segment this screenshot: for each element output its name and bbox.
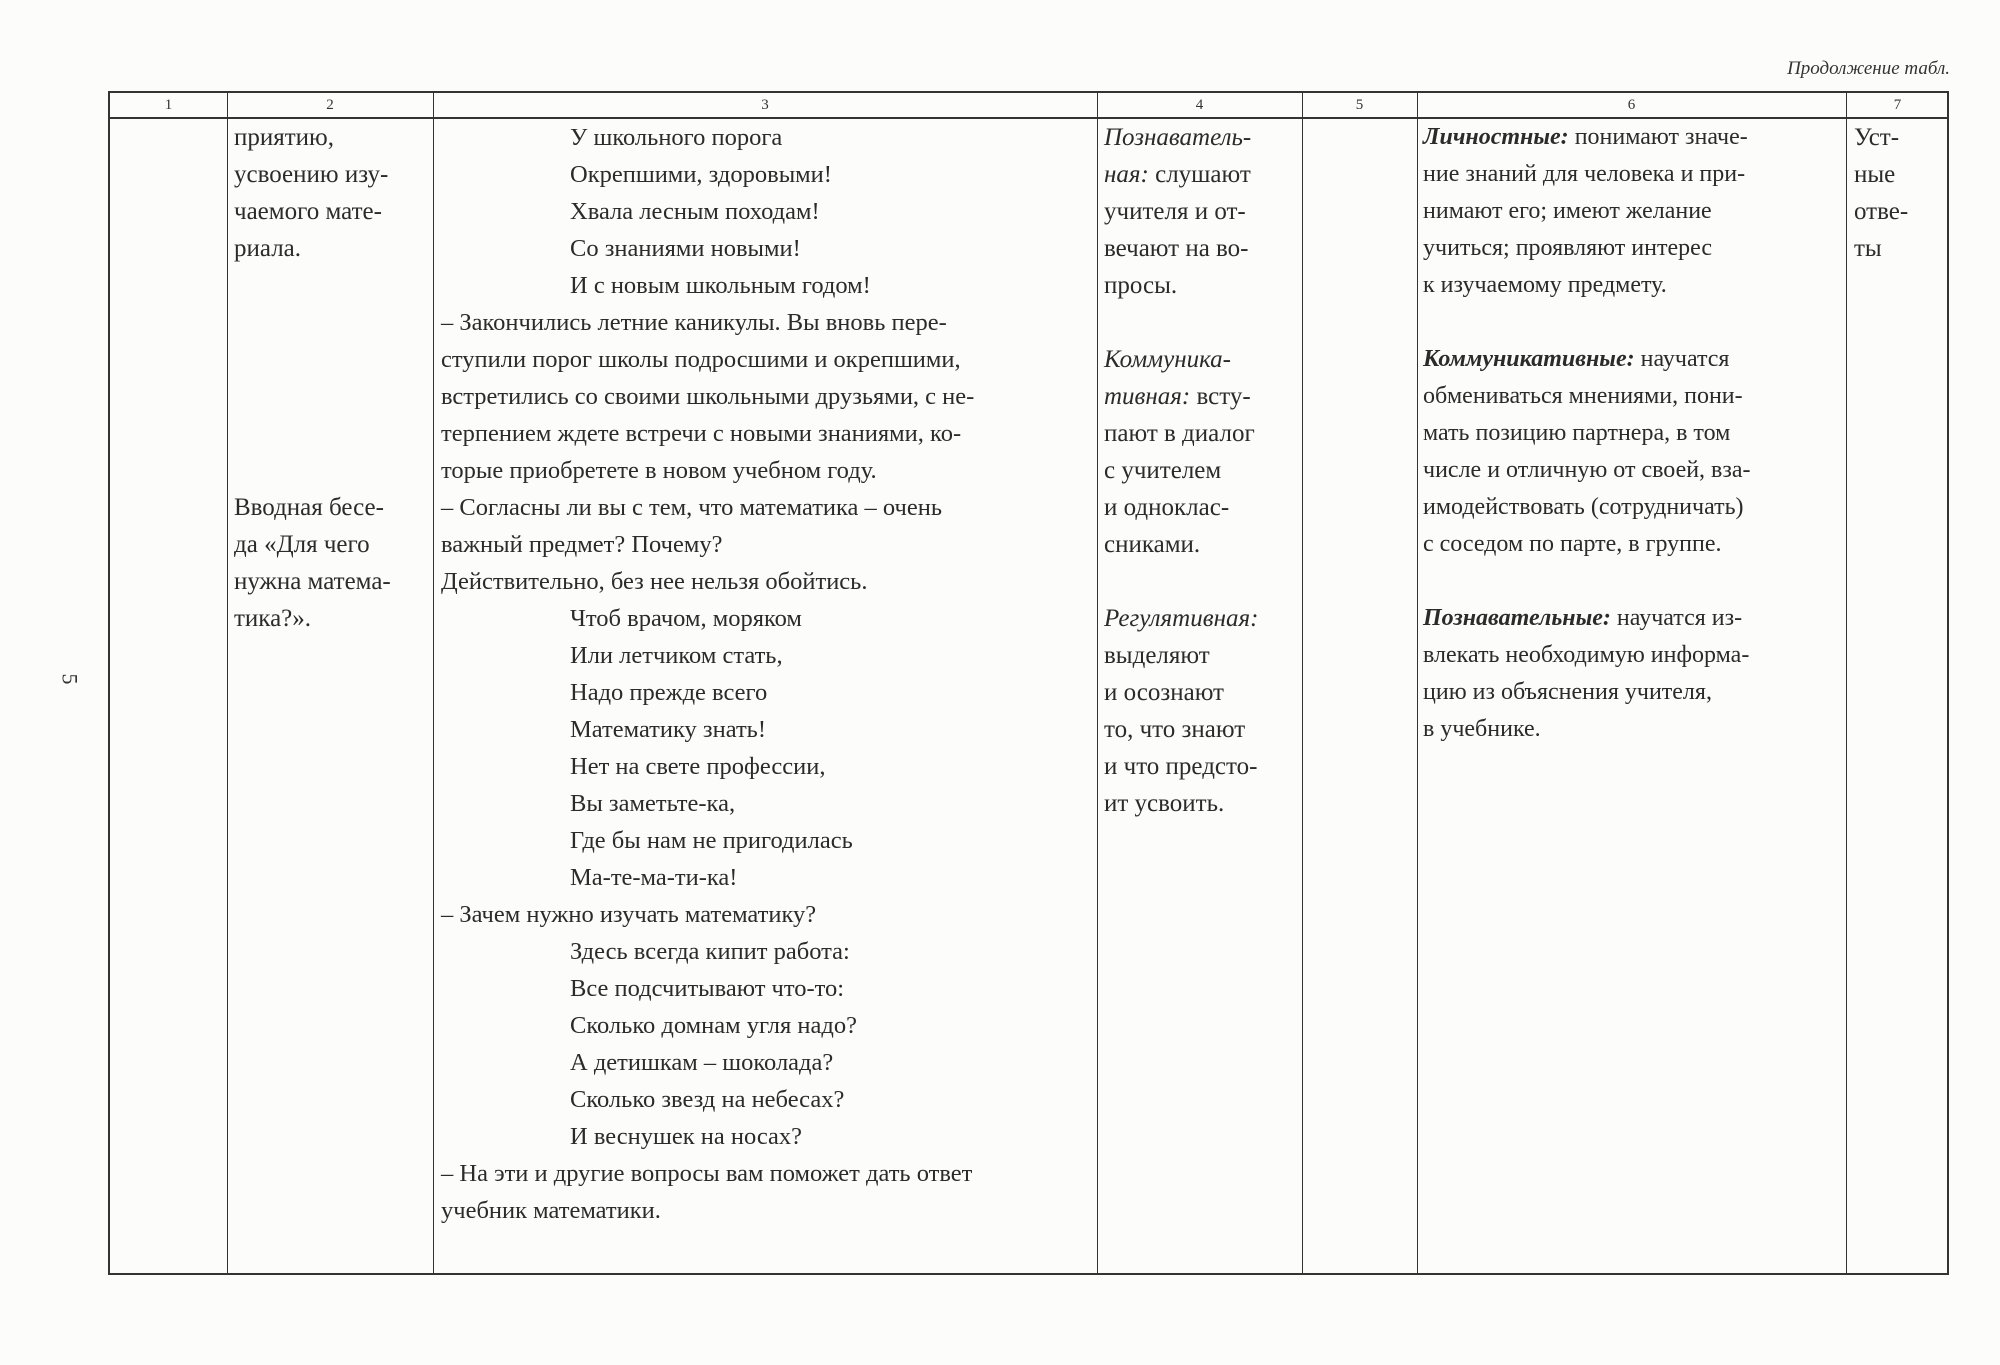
student-activity-cell xyxy=(1104,119,1300,1273)
text-line: терпением ждете встречи с новыми знаниями, ко- xyxy=(441,420,962,447)
cell-line xyxy=(1423,119,1843,156)
cell-line: нужна матема- xyxy=(234,568,391,595)
text-line: встретились со своими школьными друзьями, с не- xyxy=(441,383,975,410)
cell-line: в учебнике. xyxy=(1423,716,1541,742)
cell-line: чаемого мате- xyxy=(234,198,382,225)
outcome-label: Познавательные: xyxy=(1423,605,1611,631)
header-col-3: 3 xyxy=(761,97,769,113)
poem-line: Где бы нам не пригодилась xyxy=(570,827,853,854)
cell-text: всту- xyxy=(1190,383,1251,410)
column-divider xyxy=(1097,93,1098,1273)
poem-line: Сколько домнам угля надо? xyxy=(570,1012,857,1039)
text-line: – Зачем нужно изучать математику? xyxy=(441,901,817,928)
header-col-1: 1 xyxy=(164,97,173,113)
empty-cell xyxy=(1309,119,1415,1273)
text-line: – Согласны ли вы с тем, что математика – очень xyxy=(441,494,943,521)
text-line: – Закончились летние каникулы. Вы вновь пере- xyxy=(441,309,947,336)
poem-line: Или летчиком стать, xyxy=(570,642,783,669)
poem-line: Окрепшими, здоровыми! xyxy=(570,161,832,188)
poem-line: Чтоб врачом, моряком xyxy=(570,605,802,632)
poem-line: Здесь всегда кипит работа: xyxy=(570,938,850,965)
cell-line: усвоению изу- xyxy=(234,161,389,188)
cell-text: понимают значе- xyxy=(1568,124,1748,150)
poem-line: Математику знать! xyxy=(570,716,766,743)
cell-line: числе и отличную от своей, вза- xyxy=(1423,457,1751,483)
column-divider xyxy=(1302,93,1303,1273)
cell-text: слушают xyxy=(1148,161,1251,188)
cell-line: ты xyxy=(1854,235,1882,262)
text-line: учебник математики. xyxy=(441,1197,661,1224)
cell-line xyxy=(1104,341,1300,378)
cell-line: влекать необходимую информа- xyxy=(1423,642,1750,668)
cell-line xyxy=(1423,600,1843,637)
header-col-6: 6 xyxy=(1627,97,1636,113)
cell-line: приятию, xyxy=(234,124,334,151)
activity-label: Регулятивная: xyxy=(1104,605,1259,632)
cell-line: учиться; проявляют интерес xyxy=(1423,235,1712,261)
cell-line: просы. xyxy=(1104,272,1178,299)
text-line: важный предмет? Почему? xyxy=(441,531,723,558)
assessment-form-cell xyxy=(1854,119,1946,1273)
poem-line: Хвала лесным походам! xyxy=(570,198,820,225)
cell-line: нимают его; имеют желание xyxy=(1423,198,1712,224)
cell-line: пают в диалог xyxy=(1104,420,1255,447)
cell-line: с соседом по парте, в группе. xyxy=(1423,531,1722,557)
cell-line: да «Для чего xyxy=(234,531,370,558)
column-divider xyxy=(227,93,228,1273)
cell-line: и одноклас- xyxy=(1104,494,1230,521)
cell-line: Уст- xyxy=(1854,124,1900,151)
cell-line: ит усвоить. xyxy=(1104,790,1225,817)
poem-line: И с новым школьным годом! xyxy=(570,272,871,299)
header-col-2: 2 xyxy=(326,97,334,113)
cell-line: к изучаемому предмету. xyxy=(1423,272,1667,298)
header-row xyxy=(110,93,1947,119)
header-col-5: 5 xyxy=(1355,97,1364,113)
column-divider xyxy=(1417,93,1418,1273)
cell-line: и осознают xyxy=(1104,679,1224,706)
poem-line: Ма-те-ма-ти-ка! xyxy=(570,864,738,891)
cell-line: то, что знают xyxy=(1104,716,1246,743)
activity-label: Коммуника- xyxy=(1104,346,1232,373)
table-continuation-caption: Продолжение табл. xyxy=(1787,58,1950,79)
cell-line: тика?». xyxy=(234,605,312,632)
cell-line: с учителем xyxy=(1104,457,1222,484)
cell-text: научатся xyxy=(1634,346,1730,372)
cell-line: учителя и от- xyxy=(1104,198,1246,225)
poem-line: Надо прежде всего xyxy=(570,679,768,706)
column-divider xyxy=(433,93,434,1273)
outcome-label: Коммуникативные: xyxy=(1423,346,1635,372)
activity-label: ная: xyxy=(1104,161,1149,188)
activity-label: тивная: xyxy=(1104,383,1191,410)
cell-line: обмениваться мнениями, пони- xyxy=(1423,383,1743,409)
header-col-4: 4 xyxy=(1195,97,1204,113)
cell-line: Вводная бесе- xyxy=(234,494,384,521)
poem-line: Нет на свете профессии, xyxy=(570,753,826,780)
teacher-activity-cell xyxy=(441,119,1095,1273)
cell-line: цию из объяснения учителя, xyxy=(1423,679,1712,705)
header-col-7: 7 xyxy=(1893,97,1902,113)
page-number: 5 xyxy=(57,673,83,685)
poem-line: Все подсчитывают что-то: xyxy=(570,975,845,1002)
cell-line: сниками. xyxy=(1104,531,1201,558)
cell-line: ние знаний для человека и при- xyxy=(1423,161,1746,187)
cell-line: имодействовать (сотрудничать) xyxy=(1423,494,1744,520)
poem-line: Сколько звезд на небесах? xyxy=(570,1086,845,1113)
text-line: – На эти и другие вопросы вам поможет дать ответ xyxy=(441,1160,973,1187)
learning-outcomes-cell xyxy=(1423,119,1843,1273)
cell-text: научатся из- xyxy=(1610,605,1743,631)
cell-line xyxy=(1104,378,1300,415)
column-divider xyxy=(1846,93,1847,1273)
cell-line: и что предсто- xyxy=(1104,753,1258,780)
text-line: Действительно, без нее нельзя обойтись. xyxy=(441,568,868,595)
outcome-label: Личностные: xyxy=(1423,124,1569,150)
cell-line xyxy=(1104,600,1300,637)
poem-line: А детишкам – шоколада? xyxy=(570,1049,834,1076)
cell-line xyxy=(1104,156,1300,193)
cell-line xyxy=(1423,341,1843,378)
lesson-plan-table xyxy=(108,91,1949,1275)
text-line: торые приобретете в новом учебном году. xyxy=(441,457,877,484)
cell-line: мать позицию партнера, в том xyxy=(1423,420,1731,446)
activity-label: Познаватель- xyxy=(1104,124,1252,151)
poem-line: У школьного порога xyxy=(570,124,783,151)
poem-line: Вы заметьте-ка, xyxy=(570,790,736,817)
stage-goal-cell xyxy=(234,119,430,1273)
cell-line: риала. xyxy=(234,235,302,262)
cell-line: выделяют xyxy=(1104,642,1210,669)
cell-line: ные xyxy=(1854,161,1896,188)
text-line: ступили порог школы подросшими и окрепшими, xyxy=(441,346,961,373)
poem-line: И веснушек на носах? xyxy=(570,1123,802,1150)
poem-line: Со знаниями новыми! xyxy=(570,235,801,262)
cell-line: отве- xyxy=(1854,198,1909,225)
cell-line: вечают на во- xyxy=(1104,235,1249,262)
cell-line xyxy=(1104,119,1300,156)
